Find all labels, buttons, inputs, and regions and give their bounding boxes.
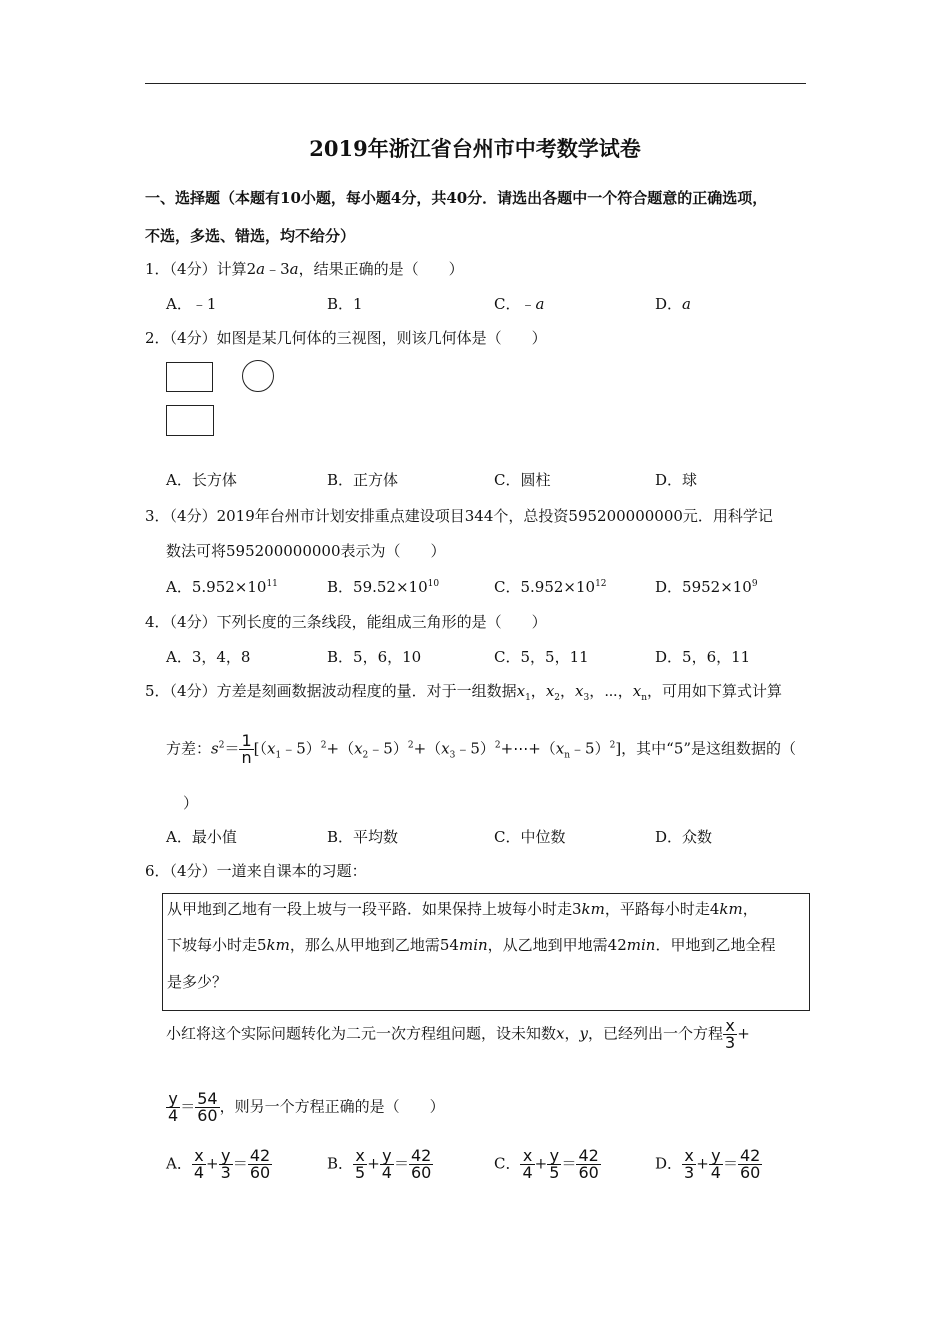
question-4-stem: 4．（4分）下列长度的三条线段，能组成三角形的是（ ） (145, 613, 547, 631)
top-view-rectangle (166, 405, 214, 436)
section-heading-line1: 一、选择题（本题有10小题，每小题4分，共40分．请选出各题中一个符合题意的正确选项， (145, 189, 768, 207)
one-over-n-fraction: $\frac{1}{n}$ (241, 731, 252, 767)
question-2-stem: 2．（4分）如图是某几何体的三视图，则该几何体是（ ） (145, 329, 547, 347)
question-1-option-d: D．a (655, 295, 691, 313)
question-5-option-a: A．最小值 (166, 828, 237, 846)
question-1-option-a: A．﹣1 (166, 295, 217, 313)
question-3-option-b: B．$59.52\times 10^{10}$ (327, 578, 440, 596)
question-2-option-b: B．正方体 (327, 471, 399, 489)
question-3-option-d: D．$5952\times 10^9$ (655, 578, 758, 596)
question-5-option-c: C．中位数 (494, 828, 566, 846)
question-2-option-a: A．长方体 (166, 471, 237, 489)
question-4-option-d: D．5，6，11 (655, 648, 751, 666)
question-4-option-c: C．5，5，11 (494, 648, 589, 666)
question-6-option-a: A． $\frac{x}{4}$ + $\frac{y}{3}$ ＝ $\frac{42}{60}$ (166, 1146, 271, 1182)
question-2-option-c: C．圆柱 (494, 471, 551, 489)
section-heading-line2: 不选，多选、错选，均不给分） (145, 227, 356, 245)
question-6-option-b: B． $\frac{x}{5}$ + $\frac{y}{4}$ ＝ $\frac{42}{60}$ (327, 1146, 432, 1182)
x-over-3-fraction: $\frac{x}{3}$ (725, 1016, 736, 1052)
exercise-line2: 下坡每小时走5km，那么从甲地到乙地需54min，从乙地到甲地需42min．甲地到乙地全程 (167, 936, 776, 954)
question-3-option-c: C．$5.952\times 10^{12}$ (494, 578, 607, 596)
question-5-close-paren: ） (183, 794, 199, 812)
question-3-stem-line1: 3．（4分）2019年台州市计划安排重点建设项目344个，总投资595200000000元．用科学记 (145, 507, 773, 525)
y-over-4-fraction: $\frac{y}{4}$ (168, 1089, 179, 1125)
question-5-variance-formula: 方差：$s^2=$ $\frac{1}{n}$ $[(x_1﹣5)^2+(x_2﹣5)^2+(x_3﹣5)^2+\cdots+(x_n﹣5)^2]$，其中“5”是这组数据的（ (166, 731, 797, 767)
question-6-stem: 6．（4分）一道来自课本的习题： (145, 862, 367, 880)
side-view-circle (242, 360, 274, 392)
question-6-option-d: D． $\frac{x}{3}$ + $\frac{y}{4}$ ＝ $\frac{42}{60}$ (655, 1146, 761, 1182)
exercise-line1: 从甲地到乙地有一段上坡与一段平路．如果保持上坡每小时走3km，平路每小时走4km， (167, 900, 758, 918)
question-3-option-a: A．$5.952\times 10^{11}$ (166, 578, 278, 596)
question-2-option-d: D．球 (655, 471, 698, 489)
54-over-60-fraction: $\frac{54}{60}$ (197, 1089, 218, 1125)
question-1-stem: 1．（4分）计算2a﹣3a，结果正确的是（ ） (145, 260, 464, 278)
header-rule (145, 83, 806, 84)
question-6-setup-line: 小红将这个实际问题转化为二元一次方程组问题，设未知数x，y，已经列出一个方程 $\frac{x}{3}$ + (166, 1016, 750, 1052)
question-4-option-a: A．3，4，8 (166, 648, 251, 666)
question-5-option-b: B．平均数 (327, 828, 399, 846)
question-1-option-b: B．1 (327, 295, 363, 313)
question-3-stem-line2: 数法可将595200000000表示为（ ） (166, 542, 446, 560)
question-1-option-c: C．﹣a (494, 295, 545, 313)
exercise-line3: 是多少？ (167, 973, 228, 991)
front-view-rectangle (166, 362, 213, 392)
question-4-option-b: B．5，6，10 (327, 648, 422, 666)
question-6-known-equation: $\frac{y}{4}$ ＝ $\frac{54}{60}$ ，则另一个方程正确的是（ ） (168, 1089, 445, 1125)
question-5-stem-line1: 5．（4分）方差是刻画数据波动程度的量．对于一组数据$x_1$，$x_2$，$x_3$，⋯，$x_n$，可用如下算式计算 (145, 682, 783, 703)
page-title: 2019年浙江省台州市中考数学试卷 (309, 136, 641, 161)
question-6-option-c: C． $\frac{x}{4}$ + $\frac{y}{5}$ ＝ $\frac{42}{60}$ (494, 1146, 599, 1182)
question-5-option-d: D．众数 (655, 828, 713, 846)
